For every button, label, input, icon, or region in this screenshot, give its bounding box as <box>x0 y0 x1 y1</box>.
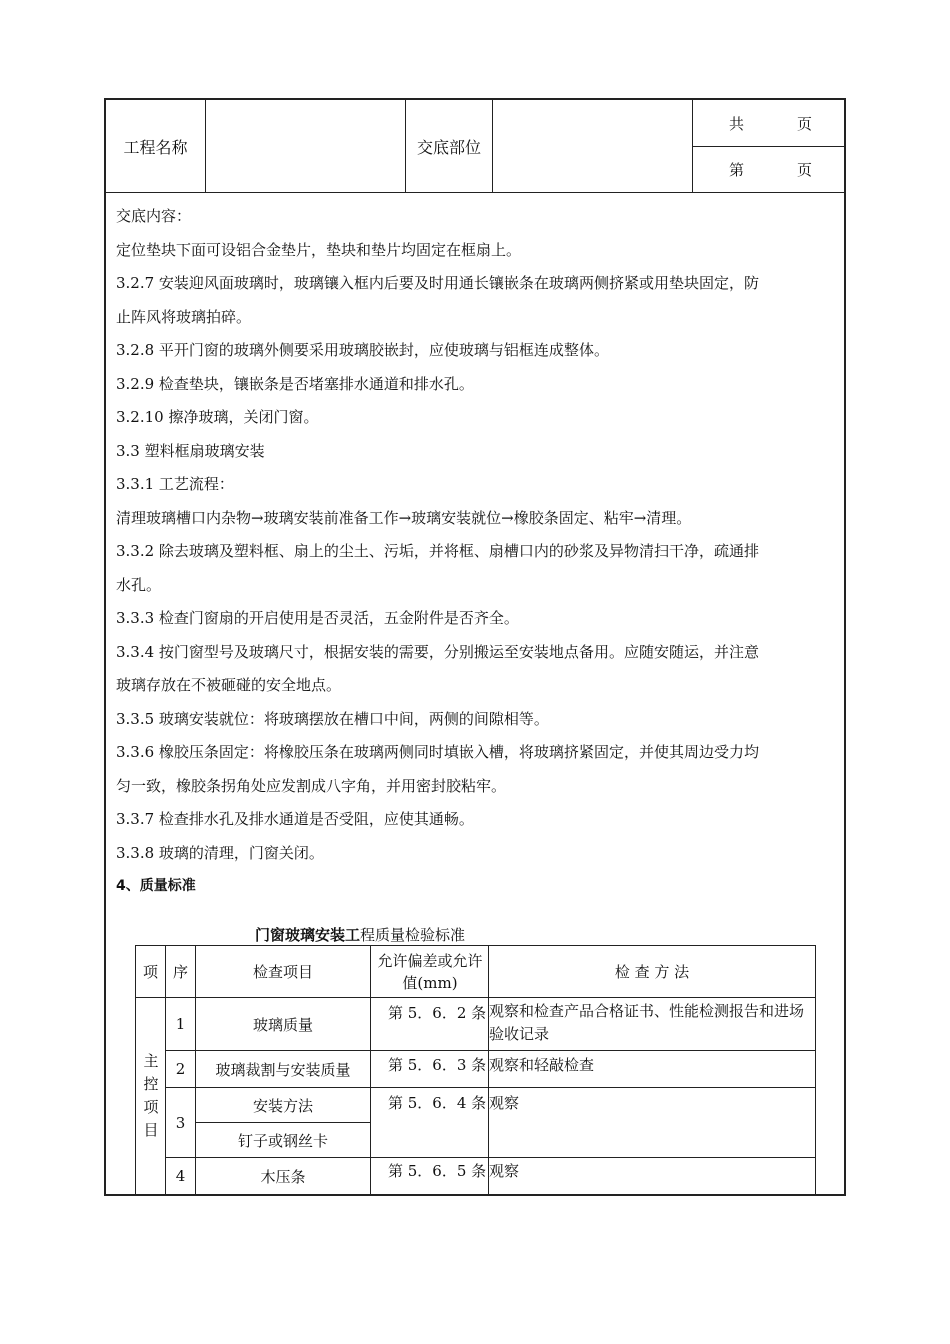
page-label: 第 <box>729 160 745 179</box>
content-line: 清理玻璃槽口内杂物→玻璃安装前准备工作→玻璃安装就位→橡胶条固定、粘牢→清理。 <box>116 508 692 527</box>
header-item: 检查项目 <box>252 963 313 981</box>
header-seq: 序 <box>172 963 188 981</box>
header-method: 检 查 方 法 <box>614 963 690 981</box>
row-method: 观察和轻敲检查 <box>489 1056 595 1074</box>
quality-table-title-rest: 程质量检验标准 <box>360 926 466 944</box>
row-item: 玻璃裁割与安装质量 <box>215 1060 351 1079</box>
content-line: 3.3.1 工艺流程： <box>116 475 234 493</box>
page-counter <box>693 100 844 192</box>
row-method: 观察 <box>489 1162 520 1180</box>
content-line: 3.3.6 橡胶压条固定：将橡胶压条在玻璃两侧同时填嵌入槽，将玻璃挤紧固定，并使其周边受力均 <box>116 743 759 761</box>
content-line: 3.3.7 检查排水孔及排水通道是否受阻，应使其通畅。 <box>116 810 474 828</box>
row-tolerance: 第 5．6．3 条 <box>388 1056 487 1074</box>
row-item-secondary: 钉子或钢丝卡 <box>237 1131 328 1150</box>
content-line: 3.3.3 检查门窗扇的开启使用是否灵活，五金附件是否齐全。 <box>116 609 519 627</box>
form-header <box>106 100 844 193</box>
content-line: 玻璃存放在不被砸碰的安全地点。 <box>116 676 342 694</box>
row-seq: 4 <box>175 1167 186 1185</box>
row-seq: 3 <box>175 1113 186 1132</box>
content-line: 3.2.8 平开门窗的玻璃外侧要采用玻璃胶嵌封，应使玻璃与铝框连成整体。 <box>116 341 609 359</box>
content-line: 3.2.10 擦净玻璃，关闭门窗。 <box>116 408 319 426</box>
content-line: 3.2.7 安装迎风面玻璃时，玻璃镶入框内后要及时用通长镶嵌条在玻璃两侧挤紧或用垫块固定，防 <box>116 274 759 292</box>
row-tolerance: 第 5．6．4 条 <box>388 1094 487 1112</box>
content-line: 水孔。 <box>116 575 162 594</box>
content-line: 3.3.4 按门窗型号及玻璃尺寸，根据安装的需要，分别搬运至安装地点备用。应随安随运，并注意 <box>116 642 759 661</box>
content-line: 定位垫块下面可设铝合金垫片，垫块和垫片均固定在框扇上。 <box>116 240 522 259</box>
content-line: 3.3.5 玻璃安装就位：将玻璃摆放在槽口中间，两侧的间隙相等。 <box>116 709 549 728</box>
handover-part-label: 交底部位 <box>406 100 493 192</box>
total-pages-row <box>693 100 844 147</box>
header-tolerance: 允许偏差或允许值(mm) <box>377 951 483 992</box>
total-unit: 页 <box>797 114 813 133</box>
page-unit: 页 <box>797 160 813 179</box>
row-method: 观察和检查产品合格证书、性能检测报告和进场验收记录 <box>489 1002 805 1043</box>
content-line: 3.3.2 除去玻璃及塑料框、扇上的尘土、污垢，并将框、扇槽口内的砂浆及异物清扫干净，疏通排 <box>116 542 759 560</box>
quality-table <box>135 945 816 1195</box>
current-page-row <box>693 146 844 192</box>
content-line: 3.2.9 检查垫块，镶嵌条是否堵塞排水通道和排水孔。 <box>116 374 474 393</box>
row-seq: 1 <box>175 1015 186 1033</box>
category-main-control: 主控项目 <box>143 1052 159 1139</box>
content-line: 交底内容： <box>116 207 192 225</box>
row-seq: 2 <box>175 1060 186 1078</box>
quality-table-title <box>255 924 465 945</box>
row-method: 观察 <box>489 1094 520 1112</box>
row-item: 木压条 <box>260 1167 306 1186</box>
content-line: 匀一致，橡胶条拐角处应发割成八字角，并用密封胶粘牢。 <box>116 776 507 795</box>
row-item: 玻璃质量 <box>252 1015 313 1034</box>
content-line: 3.3.8 玻璃的清理，门窗关闭。 <box>116 843 324 862</box>
handover-part-value <box>493 100 693 192</box>
project-name-value <box>206 100 406 192</box>
row-tolerance: 第 5．6．2 条 <box>388 1004 487 1022</box>
quality-table-title-bold: 门窗玻璃安装工 <box>255 926 361 944</box>
row-item: 安装方法 <box>252 1096 313 1115</box>
total-label: 共 <box>729 114 745 133</box>
header-category: 项 <box>142 963 158 981</box>
section-heading: 4、质量标准 <box>116 878 196 894</box>
content-line: 3.3 塑料框扇玻璃安装 <box>116 441 265 460</box>
project-name-label: 工程名称 <box>106 100 206 192</box>
row-tolerance: 第 5．6．5 条 <box>388 1162 487 1180</box>
handover-content <box>116 200 838 904</box>
content-line: 止阵风将玻璃拍碎。 <box>116 307 252 326</box>
